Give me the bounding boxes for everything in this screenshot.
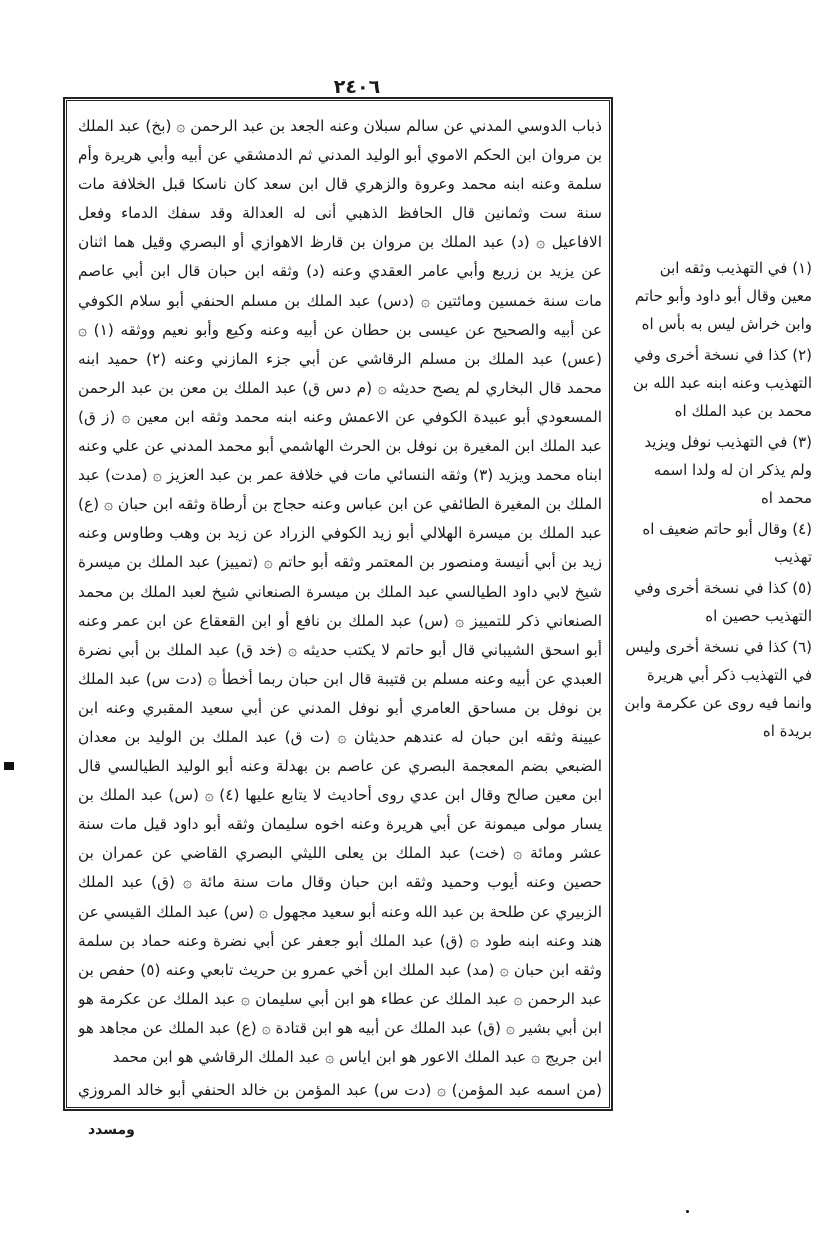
footnote: (٢) كذا في نسخة أخرى وفي التهذيب وعنه ابنه عبد الله بن محمد بن عبد الملك اه — [632, 346, 812, 420]
main-text-block — [78, 112, 602, 1104]
catchword: ومسدد — [88, 1122, 135, 1138]
main-paragraph: ذباب الدوسي المدني عن سالم سبلان وعنه الجعد بن عبد الرحمن ۞ (بخ) عبد الملك بن مروان ابن الحكم الاموي أبو الوليد المدني ثم الدمشقي عن أبيه وأبي هريرة وأم سلمة وعنه ابنه محمد وعروة والزهري قال ابن سعد كان ناسكا قبل الخلافة مات سنة ست وثمانين قال الحافظ الذهبي أنى له العدالة وقد سفك الدماء وفعل الافاعيل ۞ (د) عبد الملك بن مروان بن قارظ الاهوازي أو البصري وقيل هما اثنان عن يزيد بن زريع وأبي عامر العقدي وعنه (د) وثقه ابن حبان قال ابن أبي عاصم مات سنة خمسين ومائتين ۞ (دس) عبد الملك بن مسلم الحنفي أبو سلام الكوفي عن أبيه والصحيح عن عيسى بن حطان عن أبيه وعنه وكيع وأبو نعيم ووثقه (١) ۞ (عس) عبد الملك بن مسلم الرقاشي عن أبي جزء المازني وعنه (٢) حميد ابنه محمد قال البخاري لم يصح حديثه ۞ (م دس ق) عبد الملك بن معن بن عبد الرحمن المسعودي أبو عبيدة الكوفي عن الاعمش وعنه ابنه محمد وثقه ابن معين ۞ (ز ق) عبد الملك ابن المغيرة بن نوفل بن الحرث الهاشمي أبو محمد المدني عن علي وعنه ابناه محمد ويزيد (٣) وثقه النسائي مات في خلافة عمر بن عبد العزيز ۞ (مدت) عبد الملك بن المغيرة الطائفي عن ابن عباس وعنه حجاج بن أرطاة وثقه ابن حبان ۞ (ع) عبد الملك بن ميسرة الهلالي أبو زيد الكوفي الزراد عن زيد بن وهب وطاوس وعنه زيد بن أبي أنيسة ومنصور بن المعتمر وثقه أبو حاتم ۞ (تمييز) عبد الملك بن ميسرة شيخ لابي داود الطيالسي عبد الملك بن ميسرة الصنعاني شيخ لعبد الملك بن محمد الصنعاني ذكر للتمييز ۞ (س) عبد الملك بن نافع أو ابن القعقاع عن ابن عمر وعنه أبو اسحق الشيباني قال أبو حاتم لا يكتب حديثه ۞ (خد ق) عبد الملك بن أبي نضرة العبدي عن أبيه وعنه مسلم بن قتيبة قال ابن حبان ربما أخطأ ۞ (دت س) عبد الملك بن نوفل بن مساحق العامري أبو نوفل المدني عن أبي سعيد المقبري وعنه ابن عيينة وثقه ابن حبان له عندهم حديثان ۞ (ت ق) عبد الملك بن الوليد بن معدان الضبعي بضم المعجمة البصري عن عاصم بن بهدلة وعنه أبو الوليد الطيالسي قال ابن معين صالح وقال ابن عدي روى أحاديث لا يتابع عليها (٤) ۞ (س) عبد الملك بن يسار مولى ميمونة عن أبي هريرة وعنه اخوه سليمان وثقه أبو داود قيل مات سنة عشر ومائة ۞ (خت) عبد الملك بن يعلى الليثي البصري القاضي عن عمران بن حصين وعنه أيوب وحميد وثقه ابن حبان وقال مات سنة مائة ۞ (ق) عبد الملك الزبيري عن طلحة بن عبد الله وعنه أبو سعيد مجهول ۞ (س) عبد الملك القيسي عن هند وعنه ابنه طود ۞ (ق) عبد الملك أبو جعفر عن أبي نضرة وعنه حماد بن سلمة وثقه ابن حبان ۞ (مد) عبد الملك ابن أخي عمرو بن حريث تابعي وعنه (٥) حفص بن عبد الرحمن ۞ عبد الملك عن عطاء هو ابن أبي سليمان ۞ عبد الملك عن عكرمة هو ابن أبي بشير ۞ (ق) عبد الملك عن أبيه هو ابن قتادة ۞ (ع) عبد الملك عن مجاهد هو ابن جريج ۞ عبد الملك الاعور هو ابن اياس ۞ عبد الملك الرقاشي هو ابن محمد — [78, 117, 602, 1066]
footnote: (٤) وقال أبو حاتم ضعيف اه تهذيب — [642, 520, 812, 566]
stray-dot — [686, 1210, 689, 1213]
footnote: (٦) كذا في نسخة أخرى وليس في التهذيب ذكر أبي هريرة وانما فيه روى عن عكرمة وابن بريدة اه — [624, 638, 812, 740]
page-number: ٢٤٠٦ — [333, 76, 381, 98]
footnote: (٣) في التهذيب نوفل ويزيد ولم يذكر ان له ولدا اسمه محمد اه — [644, 433, 812, 507]
margin-footnotes — [624, 254, 812, 748]
footnote: (٥) كذا في نسخة أخرى وفي التهذيب حصين اه — [633, 579, 812, 625]
footnote: (١) في التهذيب وثقه ابن معين وقال أبو داود وأبو حاتم وابن خراش ليس به بأس اه — [634, 259, 812, 333]
edge-mark — [4, 762, 14, 770]
main-paragraph: (من اسمه عبد المؤمن) ۞ (دت س) عبد المؤمن بن خالد الحنفي أبو خالد المروزي — [78, 1081, 602, 1100]
